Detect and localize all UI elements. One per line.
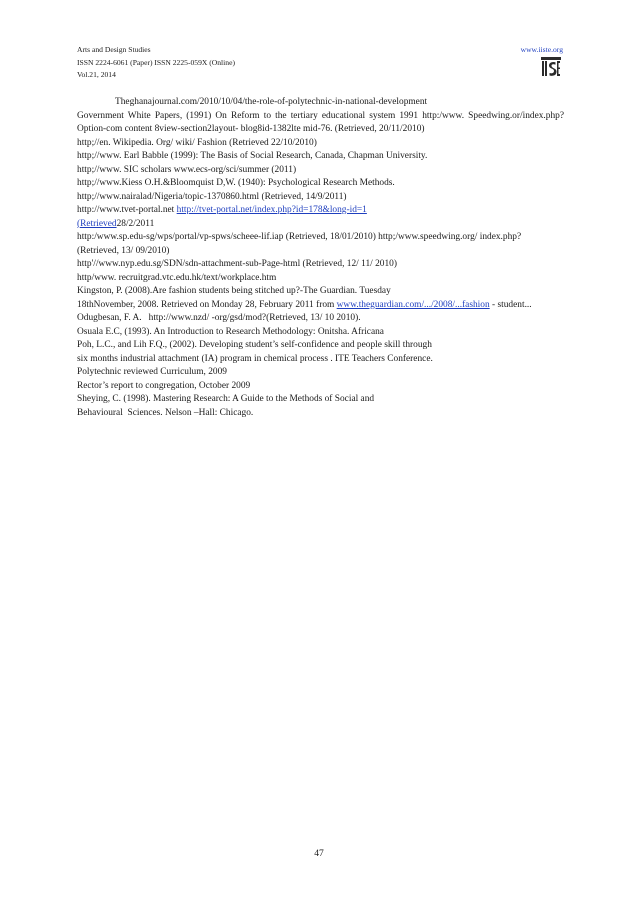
reference-item: Polytechnic reviewed Curriculum, 2009 [77,367,227,377]
reference-text: 28/2/2011 [116,218,155,229]
reference-item: Odugbesan, F. A. http://www.nzd/ -org/gsd/mod?(Retrieved, 13/ 10 2010). [77,313,361,323]
website-link[interactable]: www.iiste.org [520,45,563,54]
reference-item: http'//www.nyp.edu.sg/SDN/sdn-attachment-sub-Page-html (Retrieved, 12/ 11/ 2010) [77,259,397,269]
volume-line: Vol.21, 2014 [77,70,116,79]
reference-item: http/www. recruitgrad.vtc.edu.hk/text/workplace.htm [77,272,277,283]
reference-item [77,204,564,231]
reference-item: Government White Papers, (1991) On Reform to the tertiary educational system 1991 http:/www. Speedwing.or/index.php? Option-com content 8view-section2layout- blog8id-1382lte mid-76. (Retrieved, 20/11/2010) [77,110,564,134]
reference-item: Kingston, P. (2008).Are fashion students being stitched up?-The Guardian. Tuesday [77,286,391,296]
iiste-logo-icon [540,57,562,78]
reference-item [77,299,564,313]
reference-list [77,96,564,420]
reference-item: Sheying, C. (1998). Mastering Research: A Guide to the Methods of Social and [77,394,375,404]
page-header [77,44,563,82]
reference-item: http;//www.nairalad/Nigeria/topic-1370860.html (Retrieved, 14/9/2011) [77,191,347,202]
guardian-link[interactable]: www.theguardian.com/.../2008/...fashion [336,299,490,310]
reference-item: http:/www.sp.edu-sg/wps/portal/vp-spws/scheee-lif.iap (Retrieved, 18/01/2010) http;/www.speedwing.org/ index.php? (Retrieved, 13/ 09/2010) [77,232,522,256]
journal-title: Arts and Design Studies [77,45,151,54]
reference-item: http;//www. SIC scholars www.ecs-org/sci/summer (2011) [77,164,297,175]
reference-text: http://www.tvet-portal.net [77,205,177,215]
reference-text: - student... [489,299,532,310]
issn-line: ISSN 2224-6061 (Paper) ISSN 2225-059X (Online) [77,57,235,67]
reference-item: Rector’s report to congregation, October 2009 [77,380,251,391]
reference-text: 18thNovember, 2008. Retrieved on Monday 28, February 2011 from [77,299,337,310]
reference-item: Poh, L.C., and Lih F.Q., (2002). Developing student’s self-confidence and people skill through [77,340,432,350]
tvet-portal-link[interactable]: http://tvet-portal.net/index.php?id=178&long-id=1 [176,205,367,215]
reference-item: Behavioural Sciences. Nelson –Hall: Chicago. [77,407,254,418]
reference-item: Osuala E.C, (1993). An Introduction to Research Methodology: Onitsha. Africana [77,326,384,337]
reference-item: http;//en. Wikipedia. Org/ wiki/ Fashion (Retrieved 22/10/2010) [77,137,317,148]
reference-item: six months industrial attachment (IA) program in chemical process . ITE Teachers Conference. [77,353,433,364]
reference-item: http;//www. Earl Babble (1999): The Basis of Social Research, Canada, Chapman University. [77,151,428,161]
page-number: 47 [314,848,324,859]
reference-item: Theghanajournal.com/2010/10/04/the-role-of-polytechnic-in-national-development [115,97,428,107]
retrieved-link[interactable]: (Retrieved [77,218,117,229]
reference-item: http;//www.Kiess O.H.&Bloomquist D,W. (1940): Psychological Research Methods. [77,178,395,188]
